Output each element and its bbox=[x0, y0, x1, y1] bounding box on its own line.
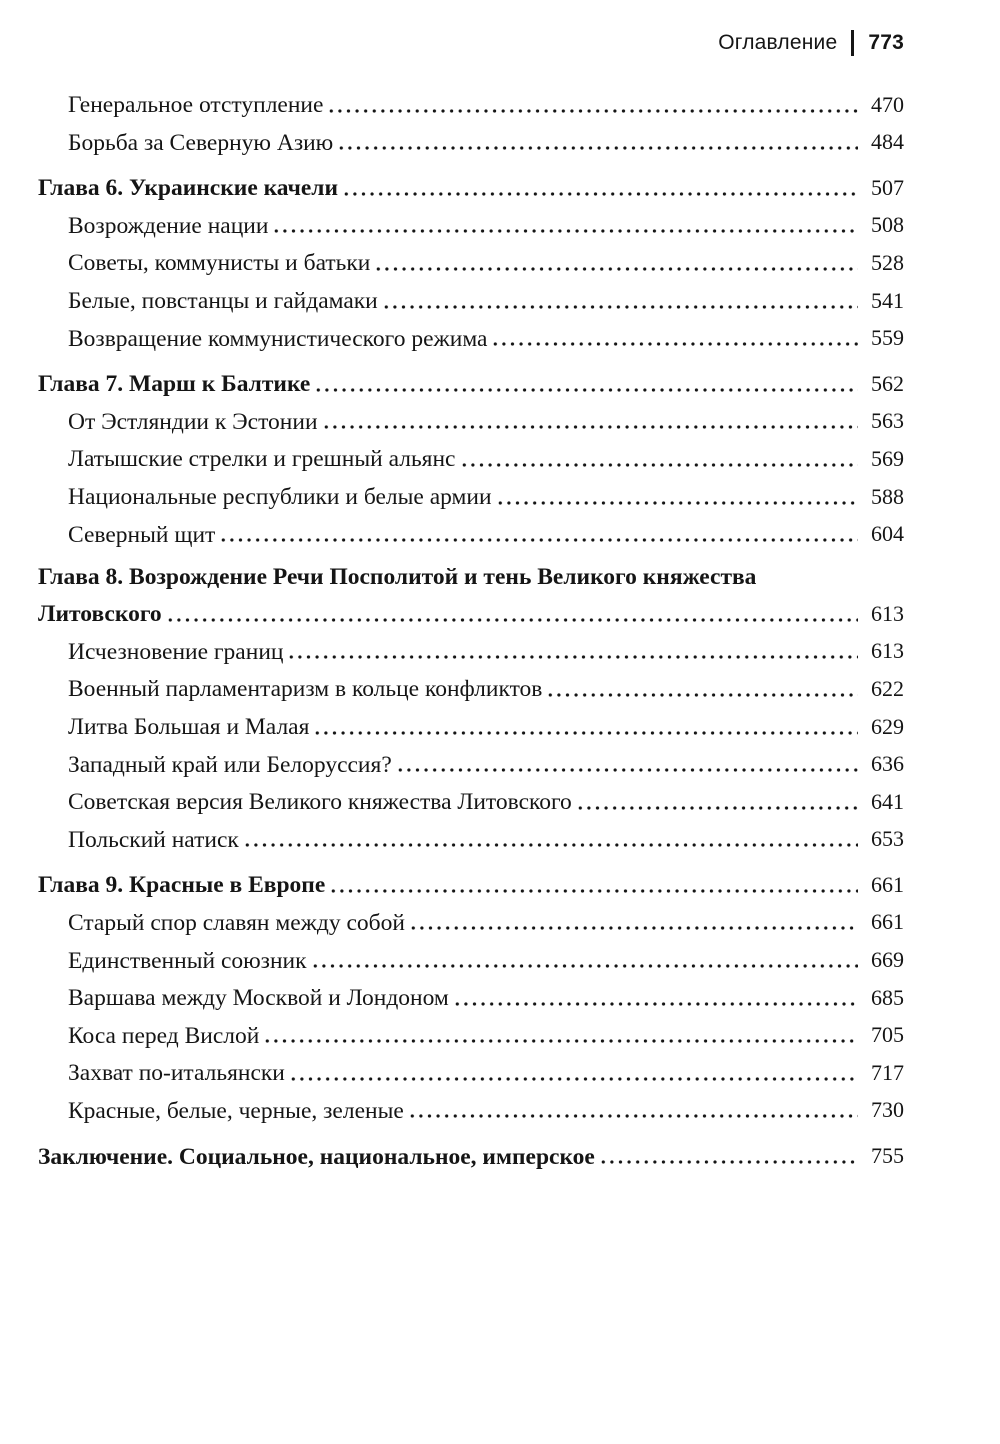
running-head bbox=[718, 30, 904, 56]
toc-entry[interactable] bbox=[0, 902, 1000, 940]
table-of-contents bbox=[0, 84, 1000, 1173]
toc-dot-leader bbox=[409, 925, 858, 931]
toc-entry[interactable] bbox=[0, 438, 1000, 476]
toc-entry-title: Старый спор славян между собой bbox=[68, 909, 405, 936]
running-head-section: Оглавление bbox=[718, 31, 838, 54]
toc-entry-title: Литва Большая и Малая bbox=[68, 714, 310, 740]
toc-chapter-6[interactable] bbox=[0, 167, 1000, 205]
toc-dot-leader bbox=[327, 108, 858, 114]
toc-chapter-title: Заключение. Социальное, национальное, имперское bbox=[38, 1143, 595, 1170]
toc-entry-page: 569 bbox=[871, 445, 904, 471]
toc-dot-leader bbox=[408, 1113, 858, 1119]
toc-entry-title: Возрождение нации bbox=[68, 212, 269, 239]
toc-entry-page: 669 bbox=[871, 947, 904, 973]
toc-entry[interactable] bbox=[0, 514, 1000, 552]
toc-entry[interactable] bbox=[0, 1052, 1000, 1090]
toc-entry-page: 563 bbox=[871, 408, 904, 434]
toc-dot-leader bbox=[272, 228, 858, 234]
toc-dot-leader bbox=[546, 692, 858, 698]
toc-entry-title: Исчезновение границ bbox=[68, 638, 284, 665]
toc-entry-page: 636 bbox=[871, 751, 904, 777]
toc-dot-leader bbox=[314, 387, 858, 393]
toc-entry-page: 622 bbox=[871, 675, 904, 701]
toc-entry[interactable] bbox=[0, 1015, 1000, 1053]
toc-entry[interactable] bbox=[0, 939, 1000, 977]
toc-entry[interactable] bbox=[0, 744, 1000, 782]
toc-entry-page: 559 bbox=[871, 325, 904, 351]
toc-chapter-8-line1[interactable] bbox=[0, 559, 1000, 593]
toc-entry-page: 755 bbox=[871, 1143, 904, 1169]
toc-entry-title: Красные, белые, черные, зеленые bbox=[68, 1097, 404, 1124]
toc-dot-leader bbox=[243, 842, 858, 848]
toc-entry-page: 562 bbox=[871, 370, 904, 396]
toc-entry[interactable] bbox=[0, 706, 1000, 744]
toc-dot-leader bbox=[337, 145, 858, 151]
toc-dot-leader bbox=[374, 266, 858, 272]
toc-dot-leader bbox=[313, 730, 858, 736]
toc-chapter-8-line2[interactable] bbox=[0, 593, 1000, 631]
toc-entry-title: Латышские стрелки и грешный альянс bbox=[68, 446, 456, 473]
toc-dot-leader bbox=[311, 963, 858, 969]
toc-entry[interactable] bbox=[0, 205, 1000, 243]
toc-entry-page: 484 bbox=[871, 129, 904, 155]
toc-chapter-title: Глава 6. Украинские качели bbox=[38, 175, 339, 202]
toc-entry-page: 705 bbox=[871, 1022, 904, 1048]
toc-entry-title: Борьба за Северную Азию bbox=[68, 129, 334, 156]
toc-chapter-title: Глава 9. Красные в Европе bbox=[38, 872, 326, 899]
toc-dot-leader bbox=[491, 341, 858, 347]
running-head-page-number: 773 bbox=[868, 31, 904, 54]
toc-entry-title: Советская версия Великого княжества Литовского bbox=[68, 789, 572, 816]
toc-entry-page: 629 bbox=[871, 713, 904, 739]
toc-entry-title: Национальные республики и белые армии bbox=[68, 484, 492, 511]
toc-entry-title: Коса перед Вислой bbox=[68, 1022, 260, 1049]
toc-dot-leader bbox=[287, 654, 858, 660]
toc-entry-page: 641 bbox=[871, 788, 904, 814]
toc-dot-leader bbox=[322, 424, 858, 430]
toc-entry-page: 604 bbox=[871, 521, 904, 547]
toc-entry[interactable] bbox=[0, 242, 1000, 280]
toc-dot-leader bbox=[599, 1159, 858, 1165]
toc-entry-page: 685 bbox=[871, 984, 904, 1010]
toc-entry-page: 653 bbox=[871, 826, 904, 852]
toc-entry[interactable] bbox=[0, 631, 1000, 669]
toc-entry-title: Польский натиск bbox=[68, 826, 239, 853]
toc-dot-leader bbox=[263, 1038, 858, 1044]
toc-entry-page: 541 bbox=[871, 287, 904, 313]
toc-conclusion[interactable] bbox=[0, 1135, 1000, 1173]
toc-entry[interactable] bbox=[0, 84, 1000, 122]
toc-entry-page: 613 bbox=[871, 600, 904, 626]
toc-entry-page: 661 bbox=[871, 909, 904, 935]
toc-entry[interactable] bbox=[0, 668, 1000, 706]
toc-entry[interactable] bbox=[0, 1090, 1000, 1128]
toc-dot-leader bbox=[166, 617, 858, 623]
toc-entry-page: 507 bbox=[871, 174, 904, 200]
toc-dot-leader bbox=[329, 888, 858, 894]
toc-entry-page: 470 bbox=[871, 91, 904, 117]
toc-dot-leader bbox=[496, 500, 858, 506]
toc-entry-page: 730 bbox=[871, 1097, 904, 1123]
toc-entry-page: 717 bbox=[871, 1059, 904, 1085]
toc-entry[interactable] bbox=[0, 122, 1000, 160]
toc-dot-leader bbox=[382, 304, 858, 310]
toc-entry-title: Генеральное отступление bbox=[68, 92, 324, 119]
toc-dot-leader bbox=[453, 1001, 858, 1007]
toc-entry-title: Захват по-итальянски bbox=[68, 1060, 285, 1087]
toc-dot-leader bbox=[219, 537, 858, 543]
toc-chapter-7[interactable] bbox=[0, 363, 1000, 401]
toc-chapter-title: Глава 7. Марш к Балтике bbox=[38, 371, 311, 398]
toc-entry-title: Советы, коммунисты и батьки bbox=[68, 250, 371, 277]
toc-entry[interactable] bbox=[0, 819, 1000, 857]
toc-chapter-title: Глава 8. Возрождение Речи Посполитой и тень Великого княжества bbox=[38, 563, 757, 590]
toc-entry[interactable] bbox=[0, 781, 1000, 819]
toc-dot-leader bbox=[576, 805, 858, 811]
toc-entry-title: Военный парламентаризм в кольце конфликтов bbox=[68, 676, 543, 703]
toc-entry-title: От Эстляндии к Эстонии bbox=[68, 408, 318, 435]
toc-dot-leader bbox=[396, 767, 858, 773]
toc-entry-page: 613 bbox=[871, 638, 904, 664]
toc-entry-page: 508 bbox=[871, 212, 904, 238]
toc-entry-title: Северный щит bbox=[68, 521, 216, 548]
toc-chapter-title-continued: Литовского bbox=[38, 601, 162, 628]
toc-dot-leader bbox=[460, 462, 859, 468]
toc-entry-page: 588 bbox=[871, 483, 904, 509]
toc-entry-page: 661 bbox=[871, 871, 904, 897]
toc-entry-title: Возвращение коммунистического режима bbox=[68, 325, 488, 352]
toc-dot-leader bbox=[289, 1076, 858, 1082]
toc-entry[interactable] bbox=[0, 280, 1000, 318]
toc-entry[interactable] bbox=[0, 318, 1000, 356]
toc-entry-title: Единственный союзник bbox=[68, 947, 307, 974]
toc-entry-title: Западный край или Белоруссия? bbox=[68, 751, 392, 778]
toc-entry-page: 528 bbox=[871, 249, 904, 275]
toc-chapter-9[interactable] bbox=[0, 864, 1000, 902]
running-head-separator bbox=[851, 30, 854, 56]
toc-entry[interactable] bbox=[0, 977, 1000, 1015]
toc-entry-title: Варшава между Москвой и Лондоном bbox=[68, 985, 449, 1012]
toc-entry-title: Белые, повстанцы и гайдамаки bbox=[68, 288, 378, 315]
toc-entry[interactable] bbox=[0, 401, 1000, 439]
toc-dot-leader bbox=[342, 191, 858, 197]
toc-entry[interactable] bbox=[0, 476, 1000, 514]
